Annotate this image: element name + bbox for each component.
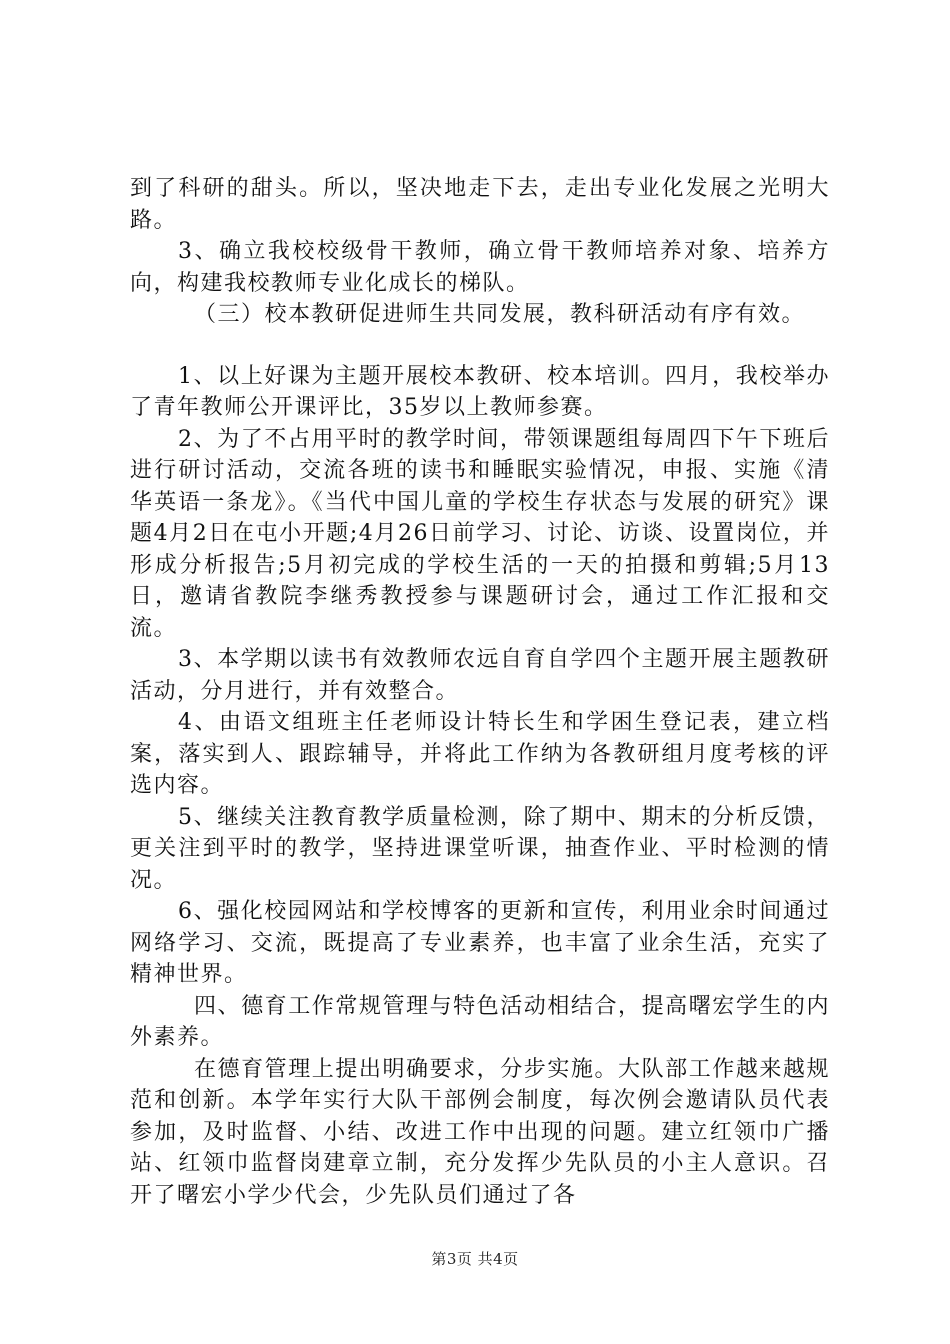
document-body <box>130 173 830 1211</box>
paragraph-item-3-themed-research: 3、本学期以读书有效教师农远自育自学四个主题开展主题教研活动，分月进行，并有效整合。 <box>130 647 830 704</box>
paragraph-item-4-student-registration: 4、由语文组班主任老师设计特长生和学困生登记表，建立档案，落实到人、跟踪辅导，并将此工作纳为各教研组月度考核的评选内容。 <box>130 710 830 798</box>
paragraph-item-5-quality-monitoring: 5、继续关注教育教学质量检测，除了期中、期末的分析反馈，更关注到平时的教学，坚持进课堂听课，抽查作业、平时检测的情况。 <box>130 804 830 893</box>
paragraph-continuation: 到了科研的甜头。所以，坚决地走下去，走出专业化发展之光明大路。 <box>130 176 830 233</box>
paragraph-item-6-website-blog: 6、强化校园网站和学校博客的更新和宣传，利用业余时间通过网络学习、交流，既提高了专业素养，也丰富了业余生活，充实了精神世界。 <box>130 899 830 987</box>
section-heading-3-school-research: （三）校本教研促进师生共同发展，教科研活动有序有效。 <box>194 302 806 327</box>
paragraph-item-2-research-activities: 2、为了不占用平时的教学时间，带领课题组每周四下午下班后进行研讨活动，交流各班的读书和睡眠实验情况，申报、实施《清华英语一条龙》。《当代中国儿童的学校生存状态与发展的研究》课题4月2日在屯小开题;4月26日前学习、讨论、访谈、设置岗位，并形成分析报告;5月初完成的学校生活的一天的拍摄和剪辑;5月13日，邀请省教院李继秀教授参与课题研讨会，通过工作汇报和交流。 <box>130 426 830 641</box>
paragraph-moral-management: 在德育管理上提出明确要求，分步实施。大队部工作越来越规范和创新。本学年实行大队干部例会制度，每次例会邀请队员代表参加，及时监督、小结、改进工作中出现的问题。建立红领巾广播站、红领巾监督岗建章立制，充分发挥少先队员的小主人意识。召开了曙宏小学少代会，少先队员们通过了各 <box>130 1056 830 1208</box>
page-footer: 第3页 共4页 <box>431 1250 519 1268</box>
paragraph-item-1-good-lessons: 1、以上好课为主题开展校本教研、校本培训。四月，我校举办了青年教师公开课评比，35岁以上教师参赛。 <box>130 363 830 420</box>
paragraph-item-3-backbone-teachers: 3、确立我校校级骨干教师，确立骨干教师培养对象、培养方向，构建我校教师专业化成长的梯队。 <box>130 239 830 296</box>
section-heading-4-moral-education: 四、德育工作常规管理与特色活动相结合，提高曙宏学生的内外素养。 <box>130 993 830 1050</box>
